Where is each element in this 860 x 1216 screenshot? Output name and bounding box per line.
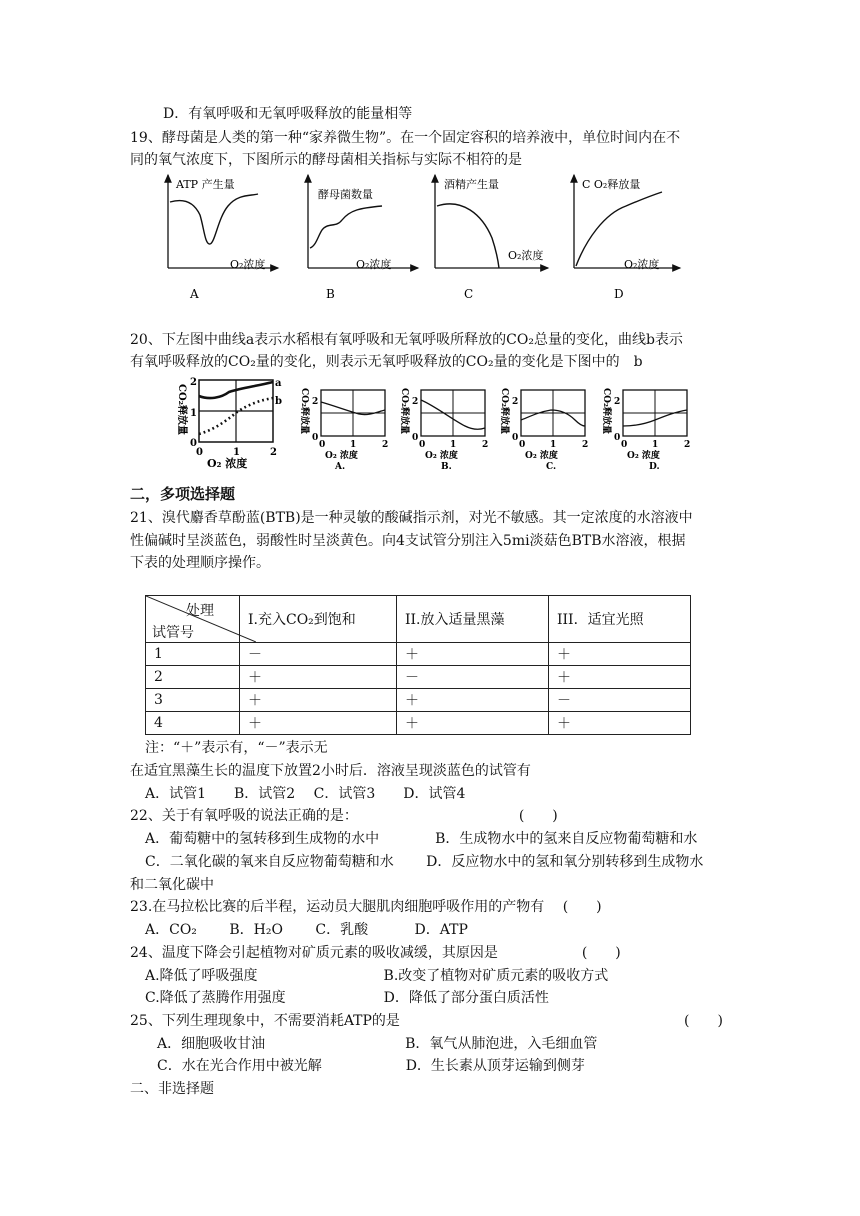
q20-c-ytick-2: 2 <box>512 397 519 407</box>
q24-stem: 24、温度下降会引起植物对矿质元素的吸收减缓，其原因是 ( ) <box>130 945 621 961</box>
q20-main-ytick-1: 1 <box>190 408 197 419</box>
q20-d-xtick-1: 1 <box>652 440 659 450</box>
q20-a-letter: A. <box>335 462 346 472</box>
q21-table-note: 注：“＋”表示有，“－”表示无 <box>145 740 328 756</box>
q19-panel-d-letter: D <box>614 287 624 301</box>
table-cell-tube: 1 <box>146 643 240 666</box>
q20-main-xlabel: O₂ 浓度 <box>207 457 248 470</box>
q20-a-xtick-2: 2 <box>382 440 389 450</box>
table-cell: ＋ <box>549 666 691 689</box>
q20-c-xtick-2: 2 <box>582 440 589 450</box>
section-non-choice-heading: 二、非选择题 <box>130 1081 214 1097</box>
q19-panel-d-ylabel: C O₂释放量 <box>582 178 641 191</box>
q21-question: 在适宜黑藻生长的温度下放置2小时后．溶液呈现淡蓝色的试管有 <box>130 763 531 779</box>
q21-treatment-table <box>145 595 691 735</box>
q20-c-ytick-0: 0 <box>512 433 519 443</box>
q19-panel-b <box>308 175 418 301</box>
q19-panel-b-ylabel: 酵母菌数量 <box>318 188 373 201</box>
table-cell-tube: 4 <box>146 712 240 735</box>
q19-curve-a <box>170 194 258 244</box>
q25-options-cd: C．水在光合作用中被光解 D．生长素从顶芽运输到侧芽 <box>157 1058 585 1074</box>
table-header-cell-2: II.放入适量黑藻 <box>397 596 549 643</box>
q18-option-d: D．有氧呼吸和无氧呼吸释放的能量相等 <box>163 106 413 122</box>
q20-stem-line1: 20、下左图中曲线a表示水稻根有氧呼吸和无氧呼吸所释放的CO₂总量的变化，曲线b表示 <box>130 332 683 348</box>
table-corner-cell <box>146 596 240 643</box>
q23-options: A．CO₂ B．H₂O C．乳酸 D．ATP <box>145 922 468 938</box>
q20-b-xtick-2: 2 <box>482 440 489 450</box>
q20-option-plot-b <box>399 388 488 472</box>
q20-d-ytick-0: 0 <box>614 433 621 443</box>
q20-b-ylabel: CO₂释放量 <box>399 388 409 434</box>
q20-option-plot-c <box>499 388 588 472</box>
q20-main-ylabel: CO₂释放量 <box>176 384 187 436</box>
q24-options-cd: C.降低了蒸腾作用强度 D．降低了部分蛋白质活性 <box>145 990 549 1006</box>
table-row <box>146 643 691 666</box>
table-row <box>146 666 691 689</box>
q22-options-ab: A．葡萄糖中的氢转移到生成物的水中 B．生成物水中的氢来自反应物葡萄糖和水 <box>145 831 698 847</box>
q19-panel-c <box>435 175 548 301</box>
q20-main-plot <box>176 377 282 470</box>
q20-main-ytick-0: 0 <box>190 438 197 449</box>
table-corner-top-label: 处理 <box>186 603 214 619</box>
table-corner-bottom-label: 试管号 <box>152 625 194 641</box>
q20-b-ytick-0: 0 <box>412 433 419 443</box>
q20-d-xtick-2: 2 <box>684 440 691 450</box>
table-header-cell-3: III．适宜光照 <box>549 596 691 643</box>
table-cell: － <box>549 689 691 712</box>
q20-main-xtick-0: 0 <box>196 447 203 458</box>
table-cell: ＋ <box>397 712 549 735</box>
q20-c-ylabel: CO₂释放量 <box>499 388 509 434</box>
table-cell: － <box>397 666 549 689</box>
q22-option-d-continued: 和二氧化碳中 <box>130 877 214 893</box>
q25-answer-paren: ( ) <box>684 1013 723 1029</box>
q24-options-ab: A.降低了呼吸强度 B.改变了植物对矿质元素的吸收方式 <box>145 968 609 984</box>
section-multiple-choice-heading: 二，多项选择题 <box>130 485 236 503</box>
table-header-row <box>146 596 691 643</box>
table-cell: ＋ <box>549 712 691 735</box>
q20-option-plot-d <box>601 388 690 472</box>
q20-c-letter: C. <box>546 462 557 472</box>
q20-stem-line2: 有氧呼吸释放的CO₂量的变化，则表示无氧呼吸释放的CO₂量的变化是下图中的 b <box>130 354 643 370</box>
q20-d-letter: D. <box>649 462 660 472</box>
table-cell-tube: 3 <box>146 689 240 712</box>
q20-d-xlabel: O₂ 浓度 <box>627 451 660 461</box>
q19-panel-a-xlabel: O₂浓度 <box>230 258 266 271</box>
q19-figure <box>150 170 690 305</box>
q19-panel-a-ylabel: ATP 产生量 <box>176 178 235 191</box>
q20-main-xtick-2: 2 <box>270 447 277 458</box>
q21-stem-line3: 下表的处理顺序操作。 <box>130 555 270 571</box>
q19-panel-b-xlabel: O₂浓度 <box>356 258 392 271</box>
q20-a-ytick-2: 2 <box>312 397 319 407</box>
q20-b-xlabel: O₂ 浓度 <box>425 451 458 461</box>
table-cell: ＋ <box>240 666 397 689</box>
q20-a-ylabel: CO₂释放量 <box>299 388 309 434</box>
table-cell: ＋ <box>397 643 549 666</box>
q25-options-ab: A．细胞吸收甘油 B．氧气从肺泡进，入毛细血管 <box>157 1036 598 1052</box>
q20-b-ytick-2: 2 <box>412 397 419 407</box>
q19-panel-a-letter: A <box>190 287 199 301</box>
q19-panel-c-ylabel: 酒精产生量 <box>444 178 499 191</box>
q19-curve-c <box>437 204 499 268</box>
q20-d-ytick-2: 2 <box>614 397 621 407</box>
q19-panel-d-xlabel: O₂浓度 <box>624 258 660 271</box>
q25-stem: 25、下列生理现象中，不需要消耗ATP的是 <box>130 1013 400 1029</box>
q19-panel-c-xlabel: O₂浓度 <box>508 249 544 262</box>
q19-panel-c-letter: C <box>464 287 474 301</box>
table-cell: ＋ <box>240 712 397 735</box>
q19-panel-b-letter: B <box>326 287 335 301</box>
q20-b-xtick-1: 1 <box>450 440 457 450</box>
q20-main-xtick-1: 1 <box>233 447 240 458</box>
table-cell: ＋ <box>549 643 691 666</box>
table-cell-tube: 2 <box>146 666 240 689</box>
q20-c-xlabel: O₂ 浓度 <box>525 451 558 461</box>
q20-a-xtick-1: 1 <box>350 440 357 450</box>
q19-curve-b <box>310 206 382 248</box>
table-cell: ＋ <box>397 689 549 712</box>
q21-stem-line2: 性偏碱时呈淡蓝色，弱酸性时呈淡黄色。向4支试管分别注入5mi淡菇色BTB水溶液，根据 <box>130 533 686 549</box>
q21-stem-line1: 21、溴代麝香草酚蓝(BTB)是一种灵敏的酸碱指示剂，对光不敏感。其一定浓度的水溶液中 <box>130 510 693 526</box>
q20-label-b: b <box>275 396 282 407</box>
q20-a-xlabel: O₂ 浓度 <box>325 451 358 461</box>
q20-d-xtick-0: 0 <box>621 440 628 450</box>
q20-c-xtick-0: 0 <box>519 440 526 450</box>
table-row <box>146 712 691 735</box>
q19-stem-line1: 19、酵母菌是人类的第一种“家养微生物”。在一个固定容积的培养液中，单位时间内在不 <box>130 130 681 146</box>
q22-options-cd: C．二氧化碳的氧来自反应物葡萄糖和水 D．反应物水中的氢和氧分别转移到生成物水 <box>145 854 704 870</box>
q19-panel-a <box>168 175 278 301</box>
q20-b-letter: B. <box>441 462 452 472</box>
table-row <box>146 689 691 712</box>
q20-d-ylabel: CO₂释放量 <box>601 388 611 434</box>
q22-stem: 22、关于有氧呼吸的说法正确的是： ( ) <box>130 808 558 824</box>
q20-label-a: a <box>275 378 282 389</box>
q20-a-xtick-0: 0 <box>319 440 326 450</box>
q19-panel-d <box>574 175 680 301</box>
table-cell: － <box>240 643 397 666</box>
q20-main-ytick-2: 2 <box>190 377 197 388</box>
table-cell: ＋ <box>240 689 397 712</box>
q20-b-xtick-0: 0 <box>419 440 426 450</box>
q20-figure <box>163 376 703 474</box>
q21-options: A．试管1 B．试管2 C．试管3 D．试管4 <box>145 786 466 802</box>
q19-stem-line2: 同的氧气浓度下，下图所示的酵母菌相关指标与实际不相符的是 <box>130 152 522 168</box>
q19-curve-d <box>576 192 662 266</box>
q20-c-xtick-1: 1 <box>550 440 557 450</box>
q23-stem: 23.在马拉松比赛的后半程，运动员大腿肌肉细胞呼吸作用的产物有 ( ) <box>130 899 602 915</box>
table-header-cell-1: I.充入CO₂到饱和 <box>240 596 397 643</box>
q20-option-plot-a <box>299 388 388 472</box>
q20-a-ytick-0: 0 <box>312 433 319 443</box>
